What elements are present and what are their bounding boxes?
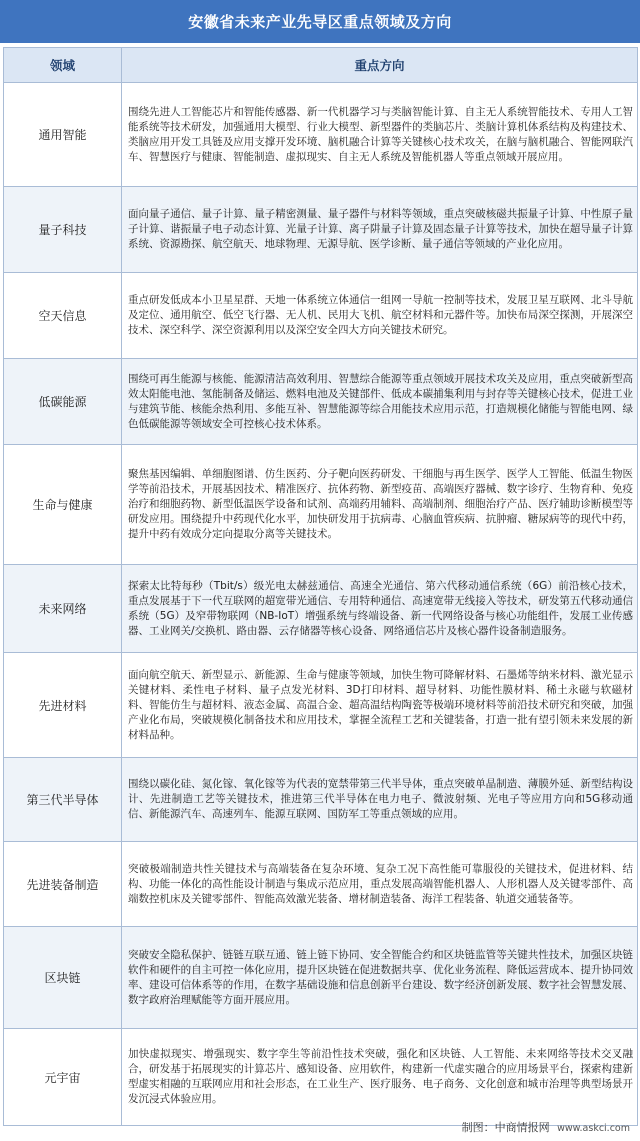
table-row <box>4 359 638 445</box>
source-label: 制图：中商情报网 <box>461 1121 550 1134</box>
row-domain: 生命与健康 <box>4 445 122 565</box>
row-domain: 空天信息 <box>4 273 122 359</box>
row-direction: 重点研发低成本小卫星星群、天地一体系统立体通信一组网一导航一控制等技术，发展卫星互联网、北斗导航及定位、通用航空、低空飞行器、无人机、民用大飞机、航空材料和元器件等。加快布局深空探测，开展深空技术、深空科学、深空资源利用以及深空安全四大方向关键技术研究。 <box>122 273 638 359</box>
row-direction: 围绕可再生能源与核能、能源清洁高效利用、智慧综合能源等重点领域开展技术攻关及应用，重点突破新型高效太阳能电池、氢能制备及储运、燃料电池及关键部件、低成本碳捕集利用与封存等关键核心技术，促进工业与建筑节能、核能余热利用、多能互补、智慧能源等综合用能技术应用示范，打造规模化储能与智能电网、绿色低碳能源等领域安全可控核心技术体系。 <box>122 359 638 445</box>
row-domain: 第三代半导体 <box>4 758 122 842</box>
domains-table <box>3 47 638 1126</box>
row-direction: 聚焦基因编辑、单细胞图谱、仿生医药、分子靶向医药研发、干细胞与再生医学、医学人工智能、低温生物医学等前沿技术，开展基因技术、精准医疗、抗体药物、新型疫苗、高端医疗器械、数字诊疗、生物育种、免疫治疗和细胞药物、新型低温医学设备和试剂、高端药用辅料、高端制剂、细胞治疗产品、医疗辅助诊断模型等研发应用。围绕提升中药现代化水平，加快研发用于抗病毒、心脑血管疾病、抗肿瘤、糖尿病等的现代中药，提升中药有效成分定向提取分离等关键技术。 <box>122 445 638 565</box>
row-direction: 面向航空航天、新型显示、新能源、生命与健康等领域，加快生物可降解材料、石墨烯等纳米材料、激光显示关键材料、柔性电子材料、量子点发光材料、3D打印材料、超导材料、功能性膜材料、稀土永磁与软磁材料、智能仿生与超材料、液态金属、高温合金、超高温结构陶瓷等极端环境材料等前沿技术研究和突破，加强产业化布局，突破规模化制备技术和应用技术，掌握全流程工艺和关键装备，打造一批有望引领未来发展的新材料品种。 <box>122 653 638 758</box>
table-row <box>4 565 638 653</box>
page-title: 安徽省未来产业先导区重点领域及方向 <box>0 0 640 43</box>
table-row <box>4 445 638 565</box>
source-footer <box>462 1119 630 1135</box>
row-domain: 先进装备制造 <box>4 842 122 927</box>
row-domain: 量子科技 <box>4 187 122 273</box>
row-direction: 围绕先进人工智能芯片和智能传感器、新一代机器学习与类脑智能计算、自主无人系统智能技术、专用人工智能系统等技术研发，加强通用大模型、行业大模型、新型器件的类脑芯片、类脑计算机体系结构及构建技术、类脑应用开发工具链及应用支撑开发环境、脑机融合计算等关键核心技术攻关，在脑与脑机融合、智能网联汽车、智慧医疗与健康、智能制造、虚拟现实、自主无人系统及智能机器人等重点领域开展应用。 <box>122 83 638 187</box>
row-domain: 元宇宙 <box>4 1029 122 1126</box>
row-direction: 探索太比特每秒（Tbit/s）级光电太赫兹通信、高速全光通信、第六代移动通信系统（6G）前沿核心技术，重点发展基于下一代互联网的超宽带光通信、专用特种通信、高速宽带无线接入等技术，研发第五代移动通信系统（5G）及窄带物联网（NB-IoT）增强系统与终端设备、新一代网络设备与核心功能组件，发展工业传感器、工业网关/交换机、路由器、云存储器等核心设备、网络通信芯片及核心器件设备制造服务。 <box>122 565 638 653</box>
table-row <box>4 273 638 359</box>
table-row <box>4 653 638 758</box>
table-row <box>4 1029 638 1126</box>
table-header-row <box>4 48 638 83</box>
row-domain: 区块链 <box>4 927 122 1029</box>
row-domain: 未来网络 <box>4 565 122 653</box>
table-row <box>4 927 638 1029</box>
table-row <box>4 83 638 187</box>
table-row <box>4 842 638 927</box>
header-direction: 重点方向 <box>122 48 638 83</box>
row-direction: 突破安全隐私保护、链链互联互通、链上链下协同、安全智能合约和区块链监管等关键共性技术，加强区块链软件和硬件的自主可控一体化应用，提升区块链在促进数据共享、优化业务流程、降低运营成本、提升协同效率、建设可信体系等的作用，在数字基础设施和信息创新平台建设、数字经济创新发展、数字社会智慧发展、数字政府治理赋能等方面开展应用。 <box>122 927 638 1029</box>
row-direction: 围绕以碳化硅、氮化镓、氧化镓等为代表的宽禁带第三代半导体，重点突破单晶制造、薄膜外延、新型结构设计、先进制造工艺等关键技术，推进第三代半导体在电力电子、微波射频、光电子等应用方向和5G移动通信、新能源汽车、高速列车、能源互联网、国防军工等重点领域的应用。 <box>122 758 638 842</box>
row-direction: 面向量子通信、量子计算、量子精密测量、量子器件与材料等领域，重点突破核磁共振量子计算、中性原子量子计算、谐振量子电子动态计算、光量子计算、离子阱量子计算及固态量子计算等技术，加快在超导量子计算系统、资源勘探、航空航天、地球物理、无源导航、医学诊断、量子通信等领域的产业化应用。 <box>122 187 638 273</box>
row-domain: 先进材料 <box>4 653 122 758</box>
row-domain: 通用智能 <box>4 83 122 187</box>
row-direction: 加快虚拟现实、增强现实、数字孪生等前沿性技术突破，强化和区块链、人工智能、未来网络等技术交叉融合，研发基于拓展现实的计算芯片、感知设备、应用软件，构建新一代虚实融合的应用场景平台，探索构建新型虚实相融的互联网应用和社会形态，在工业生产、医疗服务、电子商务、文化创意和城市治理等典型场景开发沉浸式体验应用。 <box>122 1029 638 1126</box>
table-row <box>4 758 638 842</box>
table-row <box>4 187 638 273</box>
row-direction: 突破极端制造共性关键技术与高端装备在复杂环境、复杂工况下高性能可靠服役的关键技术，促进材料、结构、功能一体化的高性能设计制造与集成示范应用，重点发展高端智能机器人、人形机器人及关键零部件、高端数控机床及关键零部件、智能高效激光装备、增材制造装备、海洋工程装备、轨道交通装备等。 <box>122 842 638 927</box>
row-domain: 低碳能源 <box>4 359 122 445</box>
source-url: www.askci.com <box>557 1123 630 1134</box>
header-domain: 领域 <box>4 48 122 83</box>
